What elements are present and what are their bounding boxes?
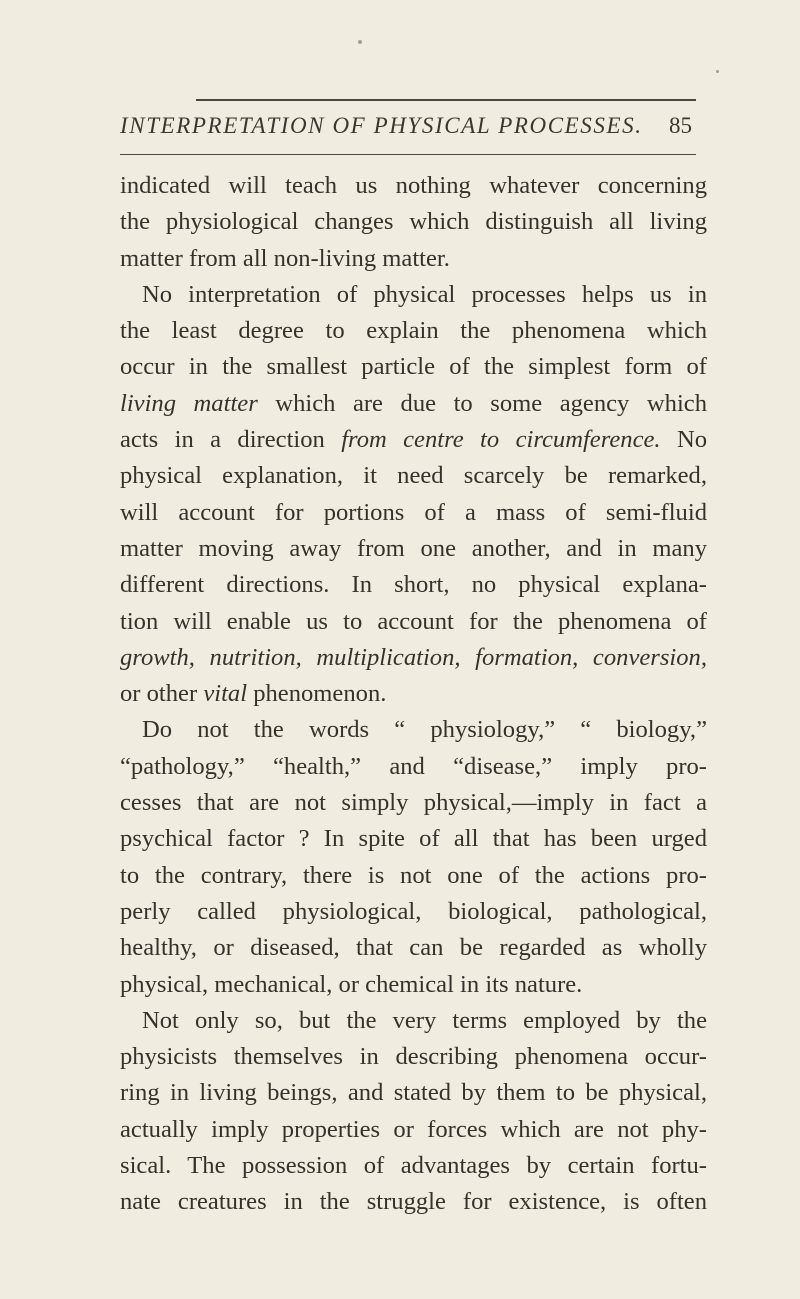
text-line bbox=[120, 386, 707, 422]
text-segment: acts in a direction bbox=[120, 426, 342, 454]
text-line: occur in the smallest particle of the simplest form of bbox=[120, 353, 707, 381]
text-line bbox=[120, 640, 707, 676]
text-line bbox=[120, 422, 707, 458]
text-segment: No bbox=[660, 426, 707, 454]
text-segment: which are due to some agency which bbox=[257, 389, 707, 417]
text-line: psychical factor ? In spite of all that has been urged bbox=[120, 825, 707, 853]
text-line bbox=[120, 676, 707, 712]
running-head: INTERPRETATION OF PHYSICAL PROCESSES. bbox=[120, 113, 643, 138]
text-line: ring in living beings, and stated by them to be physical, bbox=[120, 1079, 707, 1107]
text-line: will account for portions of a mass of semi-fluid bbox=[120, 498, 707, 526]
page-number: 85 bbox=[669, 113, 692, 138]
page-header bbox=[120, 113, 696, 147]
italic-phrase: from centre to circumference. bbox=[341, 426, 661, 454]
text-line: the physiological changes which distinguish all living bbox=[120, 208, 707, 236]
paragraph-start-line: Not only so, but the very terms employed by the bbox=[142, 1006, 707, 1034]
text-line: to the contrary, there is not one of the actions pro- bbox=[120, 861, 707, 889]
italic-phrase: growth, nutrition, multiplication, formation, conversion, bbox=[120, 643, 707, 671]
text-line: tion will enable us to account for the phenomena of bbox=[120, 607, 707, 635]
text-segment: phenomenon. bbox=[247, 680, 387, 708]
text-line: cesses that are not simply physical,—imply in fact a bbox=[120, 789, 707, 817]
italic-phrase: living matter bbox=[120, 389, 258, 417]
text-line: matter from all non-living matter. bbox=[120, 244, 450, 272]
text-line: sical. The possession of advantages by certain fortu- bbox=[120, 1152, 707, 1180]
text-line: nate creatures in the struggle for existence, is often bbox=[120, 1188, 707, 1216]
text-line: different directions. In short, no physical explana- bbox=[120, 571, 707, 599]
text-line: the least degree to explain the phenomena which bbox=[120, 317, 707, 345]
top-rule bbox=[196, 99, 696, 101]
text-line: healthy, or diseased, that can be regarded as wholly bbox=[120, 934, 707, 962]
text-line: physical explanation, it need scarcely be remarked, bbox=[120, 462, 707, 490]
paragraph-start-line: Do not the words “ physiology,” “ biology,” bbox=[142, 716, 707, 744]
italic-phrase: vital bbox=[203, 680, 248, 708]
body-text bbox=[120, 168, 707, 1221]
text-line: physical, mechanical, or chemical in its nature. bbox=[120, 970, 583, 998]
text-line: “pathology,” “health,” and “disease,” imply pro- bbox=[120, 752, 707, 780]
paper-speck bbox=[716, 70, 719, 73]
text-line: actually imply properties or forces which are not phy- bbox=[120, 1115, 707, 1143]
paper-speck bbox=[358, 40, 362, 44]
text-line: physicists themselves in describing phenomena occur- bbox=[120, 1043, 707, 1071]
header-rule bbox=[120, 154, 696, 155]
text-line: perly called physiological, biological, pathological, bbox=[120, 897, 707, 925]
text-segment: or other bbox=[120, 680, 204, 708]
text-line: indicated will teach us nothing whatever concerning bbox=[120, 172, 707, 199]
paragraph-start-line: No interpretation of physical processes helps us in bbox=[142, 280, 707, 308]
text-line: matter moving away from one another, and in many bbox=[120, 534, 707, 562]
